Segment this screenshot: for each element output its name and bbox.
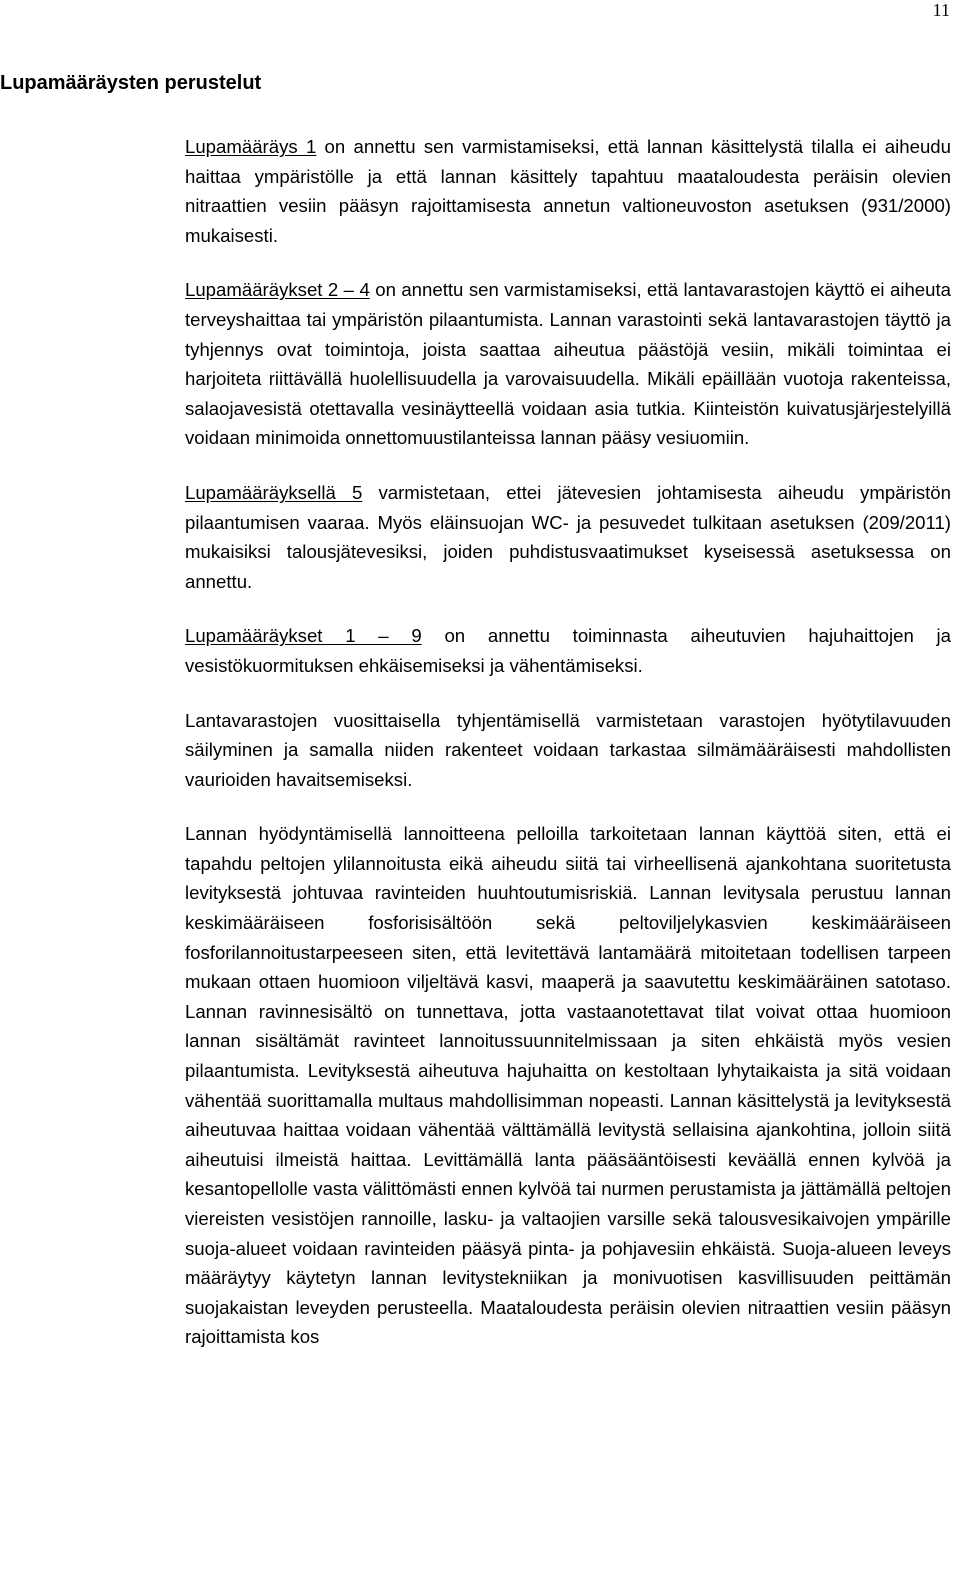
page-number: 11 bbox=[932, 0, 950, 20]
paragraph-storage-emptying bbox=[185, 706, 951, 795]
permit-rule-reference: Lupamääräykset 1 – 9 bbox=[185, 625, 422, 647]
permit-rule-reference: Lupamääräys 1 bbox=[185, 136, 317, 157]
paragraph-manure-utilization bbox=[185, 819, 951, 1352]
document-body bbox=[185, 132, 951, 1352]
paragraph-text: Lannan hyödyntämisellä lannoitteena pelloilla tarkoitetaan lannan käyttöä siten, että ei tapahdu peltojen ylilannoitusta eikä aiheudu siitä tai virheellisenä ajankohtana suoritetusta levityksestä johtuvaa ravinteiden huuhtoutumisriskiä. Lannan levitysala perustuu lannan keskimääräiseen fosforisisältöön sekä peltoviljelykasvien keskimääräiseen fosforilannoitustarpeeseen siten, että levitettävä lantamäärä mitoitetaan todellisen tarpeen mukaan ottaen huomioon viljeltävä kasvi, maaperä ja saavutettu keskimääräinen satotaso. Lannan ravinnesisältö on tunnettava, jotta vastaanotettavat tilat voivat ottaa huomioon lannan sisältämät ravinteet lannoitussuunnitelmissaan ja siten ehkäistä myös vesien pilaantumista. Levityksestä aiheutuva hajuhaitta on kestoltaan lyhytaikaista ja sitä voidaan vähentää suorittamalla multaus mahdollisimman nopeasti. Lannan käsittelystä ja levityksestä aiheutuvaa haittaa voidaan vähentää välttämällä levitystä sellaisina ajankohtina, jolloin siitä aiheutuisi ilmeistä haittaa. Levittämällä lanta pääsääntöisesti keväällä ennen kylvöä ja kesantopellolle vasta välittömästi ennen kylvöä tai nurmen perustamista ja jättämällä peltojen viereisten vesistöjen rannoille, lasku- ja valtaojien varsille sekä talousvesikaivojen ympärille suoja-alueet voidaan ravinteiden pääsyä pinta- ja pohjavesiin ehkäistä. Suoja-alueen leveys määräytyy käytetyn lannan levitystekniikan ja monivuotisen kasvillisuuden peittämän suojakaistan leveyden perusteella. Maataloudesta peräisin olevien nitraattien vesiin pääsyn rajoittamista kos bbox=[185, 823, 951, 1348]
paragraph-permit-rule-5 bbox=[185, 478, 951, 596]
paragraph-text: on annettu sen varmistamiseksi, että lantavarastojen käyttö ei aiheuta terveyshaittaa tai ympäristön pilaantumista. Lannan varastointi sekä lantavarastojen täyttö ja tyhjennys ovat toimintoja, joista saattaa aiheutua päästöjä vesiin, mikäli toimintaa ei harjoiteta riittävällä huolellisuudella ja varovaisuudella. Mikäli epäillään vuotoja rakenteissa, salaojavesistä otettavalla vesinäytteellä voidaan asia tutkia. Kiinteistön kuivatusjärjestelyillä voidaan minimoida onnettomuustilanteissa lannan pääsy vesiuomiin. bbox=[185, 279, 951, 449]
paragraph-permit-rules-2-4 bbox=[185, 275, 951, 453]
paragraph-text: on annettu toiminnasta aiheutuvien hajuhaittojen ja vesistökuormituksen ehkäisemiseksi ja vähentämiseksi. bbox=[185, 625, 951, 676]
paragraph-permit-rules-1-9 bbox=[185, 621, 951, 680]
paragraph-text: on annettu sen varmistamiseksi, että lannan käsittelystä tilalla ei aiheudu haittaa ympäristölle ja että lannan käsittely tapahtuu maataloudesta peräisin olevien nitraattien vesiin pääsyn rajoittamisesta annetun valtioneuvoston asetuksen (931/2000) mukaisesti. bbox=[185, 136, 951, 246]
permit-rule-reference: Lupamääräyksellä 5 bbox=[185, 481, 363, 503]
permit-rule-reference: Lupamääräykset 2 – 4 bbox=[185, 279, 370, 301]
paragraph-permit-rule-1 bbox=[185, 132, 951, 250]
paragraph-text: varmistetaan, ettei jätevesien johtamisesta aiheudu ympäristön pilaantumisen vaaraa. Myös eläinsuojan WC- ja pesuvedet tulkitaan asetuksen (209/2011) mukaisiksi talousjätevesiksi, joiden puhdistusvaatimukset kyseisessä asetuksessa on annettu. bbox=[185, 481, 951, 592]
section-heading: Lupamääräysten perustelut bbox=[0, 72, 262, 94]
paragraph-text: Lantavarastojen vuosittaisella tyhjentämisellä varmistetaan varastojen hyötytilavuuden säilyminen ja samalla niiden rakenteet voidaan tarkastaa silmämääräisesti mahdollisten vaurioiden havaitsemiseksi. bbox=[185, 709, 951, 790]
